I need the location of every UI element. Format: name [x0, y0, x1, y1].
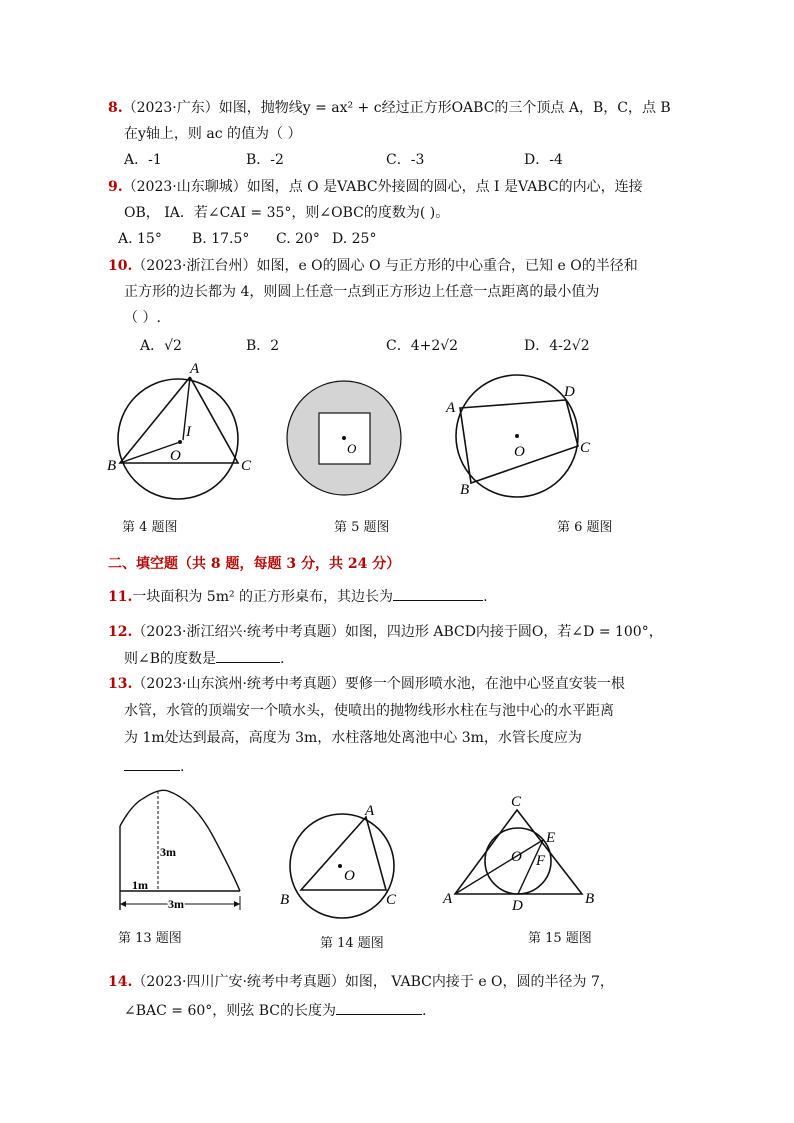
fig6-label-a: A	[446, 400, 456, 416]
fig6-label-c: C	[580, 440, 591, 456]
q8-option-d[interactable]: D．-4	[524, 152, 563, 168]
q9-number: 9.	[108, 179, 123, 195]
q9-option-b[interactable]: B. 17.5°	[192, 231, 250, 247]
fig6-caption: 第 6 题图	[557, 520, 613, 535]
q13-text-line1: （2023·山东滨州·统考中考真题）要修一个圆形喷水池，在池中心竖直安装一根	[132, 676, 625, 692]
fig5-label-o: O	[347, 441, 357, 456]
fig13-parabola	[120, 790, 240, 891]
fig4-circle	[118, 379, 238, 499]
fig5-caption: 第 5 题图	[334, 520, 390, 535]
fig13-label-3m: 3m	[168, 897, 184, 911]
q8-option-c[interactable]: C．-3	[386, 152, 425, 168]
q14-text-line2: ∠BAC = 60°，则弦 BC的长度为	[124, 1003, 336, 1019]
q12-end: .	[280, 651, 285, 667]
fig15-label-c: C	[511, 794, 522, 810]
figure-15	[440, 790, 610, 920]
fig4-center-dot	[178, 440, 182, 444]
q10-line2: 正方形的边长都为 4，则圆上任意一点到正方形边上任意一点距离的最小值为	[124, 284, 600, 300]
q12-text-line1: （2023·浙江绍兴·统考中考真题）如图，四边形 ABCD内接于圆O，若∠D = 100°，	[132, 624, 663, 640]
fig15-caption: 第 15 题图	[528, 931, 592, 946]
fig13-label-1m: 1m	[132, 878, 148, 892]
q11-answer-blank[interactable]	[393, 586, 483, 601]
fig4-label-a: A	[190, 361, 200, 377]
q14-line1	[108, 972, 614, 992]
q9-line2: OB， IA．若∠CAI = 35°，则∠OBC的度数为( )。	[124, 205, 450, 221]
q14-end: .	[422, 1003, 427, 1019]
q9-line1	[108, 177, 643, 197]
fig6-label-d: D	[564, 384, 575, 400]
q8-text-line1: （2023·广东）如图，抛物线y = ax² + c经过正方形OABC的三个顶点 A，B，C，点 B	[122, 100, 671, 116]
q11-number: 11.	[108, 589, 133, 605]
fig6-center-dot	[515, 434, 519, 438]
fig14-label-a: A	[365, 803, 375, 819]
q10-option-a[interactable]: A．√2	[140, 338, 182, 354]
fig13-label-height: 3m	[160, 845, 176, 859]
q13-line2: 水管，水管的顶端安一个喷水头，使喷出的抛物线形水柱在与池中心的水平距离	[124, 703, 614, 719]
q9-option-a[interactable]: A. 15°	[118, 231, 162, 247]
q12-answer-blank[interactable]	[216, 648, 280, 663]
q14-number: 14.	[108, 974, 133, 990]
q8-option-b[interactable]: B．-2	[246, 152, 284, 168]
q12-line2	[124, 648, 284, 669]
fig13-caption: 第 13 题图	[118, 931, 182, 946]
figure-6	[442, 376, 602, 506]
q13-number: 13.	[108, 676, 133, 692]
fig15-label-f: F	[536, 853, 546, 869]
fig15-label-a: A	[443, 891, 453, 907]
q12-line1	[108, 622, 663, 642]
fig14-label-c: C	[386, 892, 397, 908]
figure-13	[112, 788, 252, 918]
q9-text-line1: （2023·山东聊城）如图，点 O 是VABC外接圆的圆心，点 I 是VABC的内心，连接	[122, 179, 643, 195]
q10-option-b[interactable]: B．2	[246, 338, 280, 354]
q13-line3: 为 1m处达到最高，高度为 3m，水柱落地处离池中心 3m，水管长度应为	[124, 730, 582, 746]
fig13-arrow-right	[234, 901, 240, 907]
q11-text: 一块面积为 5m² 的正方形桌布，其边长为	[132, 589, 394, 605]
fig14-label-o: O	[344, 868, 355, 884]
fig4-caption: 第 4 题图	[122, 520, 178, 535]
q12-number: 12.	[108, 624, 133, 640]
fig15-label-b: B	[585, 891, 595, 907]
q11-end: .	[483, 589, 488, 605]
q10-number: 10.	[108, 258, 133, 274]
q10-text-line1: （2023·浙江台州）如图，e O的圆心 O 与正方形的中心重合，已知 e O的半径和	[132, 258, 638, 274]
fig5-center-dot	[342, 436, 346, 440]
fig13-arrow-left	[120, 901, 126, 907]
q12-text-line2: 则∠B的度数是	[124, 651, 217, 667]
q10-line3: （ ）.	[124, 310, 161, 326]
fig4-label-b: B	[107, 458, 117, 474]
fig6-quadrilateral	[460, 400, 578, 483]
figure-4	[100, 360, 270, 520]
figure-14	[278, 800, 408, 930]
fig6-label-b: B	[460, 482, 470, 498]
fig15-label-e: E	[546, 830, 556, 846]
q13-line4	[124, 756, 184, 777]
q10-option-c[interactable]: C．4+2√2	[386, 338, 459, 354]
q14-answer-blank[interactable]	[336, 1000, 422, 1015]
q8-number: 8.	[108, 100, 123, 116]
fig15-label-o: O	[511, 849, 522, 865]
q9-option-c[interactable]: C. 20°	[276, 231, 320, 247]
q14-line2	[124, 1000, 426, 1021]
figure-5	[284, 378, 404, 498]
fig14-center-dot	[338, 864, 342, 868]
q11-line	[108, 586, 488, 607]
fig4-label-o: O	[170, 448, 181, 464]
fig4-label-i: I	[186, 424, 191, 440]
q8-option-a[interactable]: A．-1	[124, 152, 162, 168]
q13-answer-blank[interactable]	[124, 756, 180, 771]
q14-text-line1: （2023·四川广安·统考中考真题）如图， VABC内接于 e O，圆的半径为 7，	[132, 974, 614, 990]
fig15-label-d: D	[512, 898, 523, 914]
q9-option-d[interactable]: D. 25°	[332, 231, 377, 247]
q8-line2: 在y轴上，则 ac 的值为（ ）	[124, 126, 302, 142]
fig4-label-c: C	[241, 458, 252, 474]
q10-option-d[interactable]: D．4-2√2	[524, 338, 590, 354]
fig14-label-b: B	[280, 892, 290, 908]
q13-line1	[108, 674, 625, 694]
q10-line1	[108, 256, 638, 276]
section-fill-in-title: 二、填空题（共 8 题，每题 3 分，共 24 分）	[108, 556, 401, 572]
q8-line1	[108, 98, 671, 118]
q13-end: .	[180, 759, 185, 775]
fig14-caption: 第 14 题图	[320, 936, 384, 951]
fig6-label-o: O	[514, 444, 525, 460]
